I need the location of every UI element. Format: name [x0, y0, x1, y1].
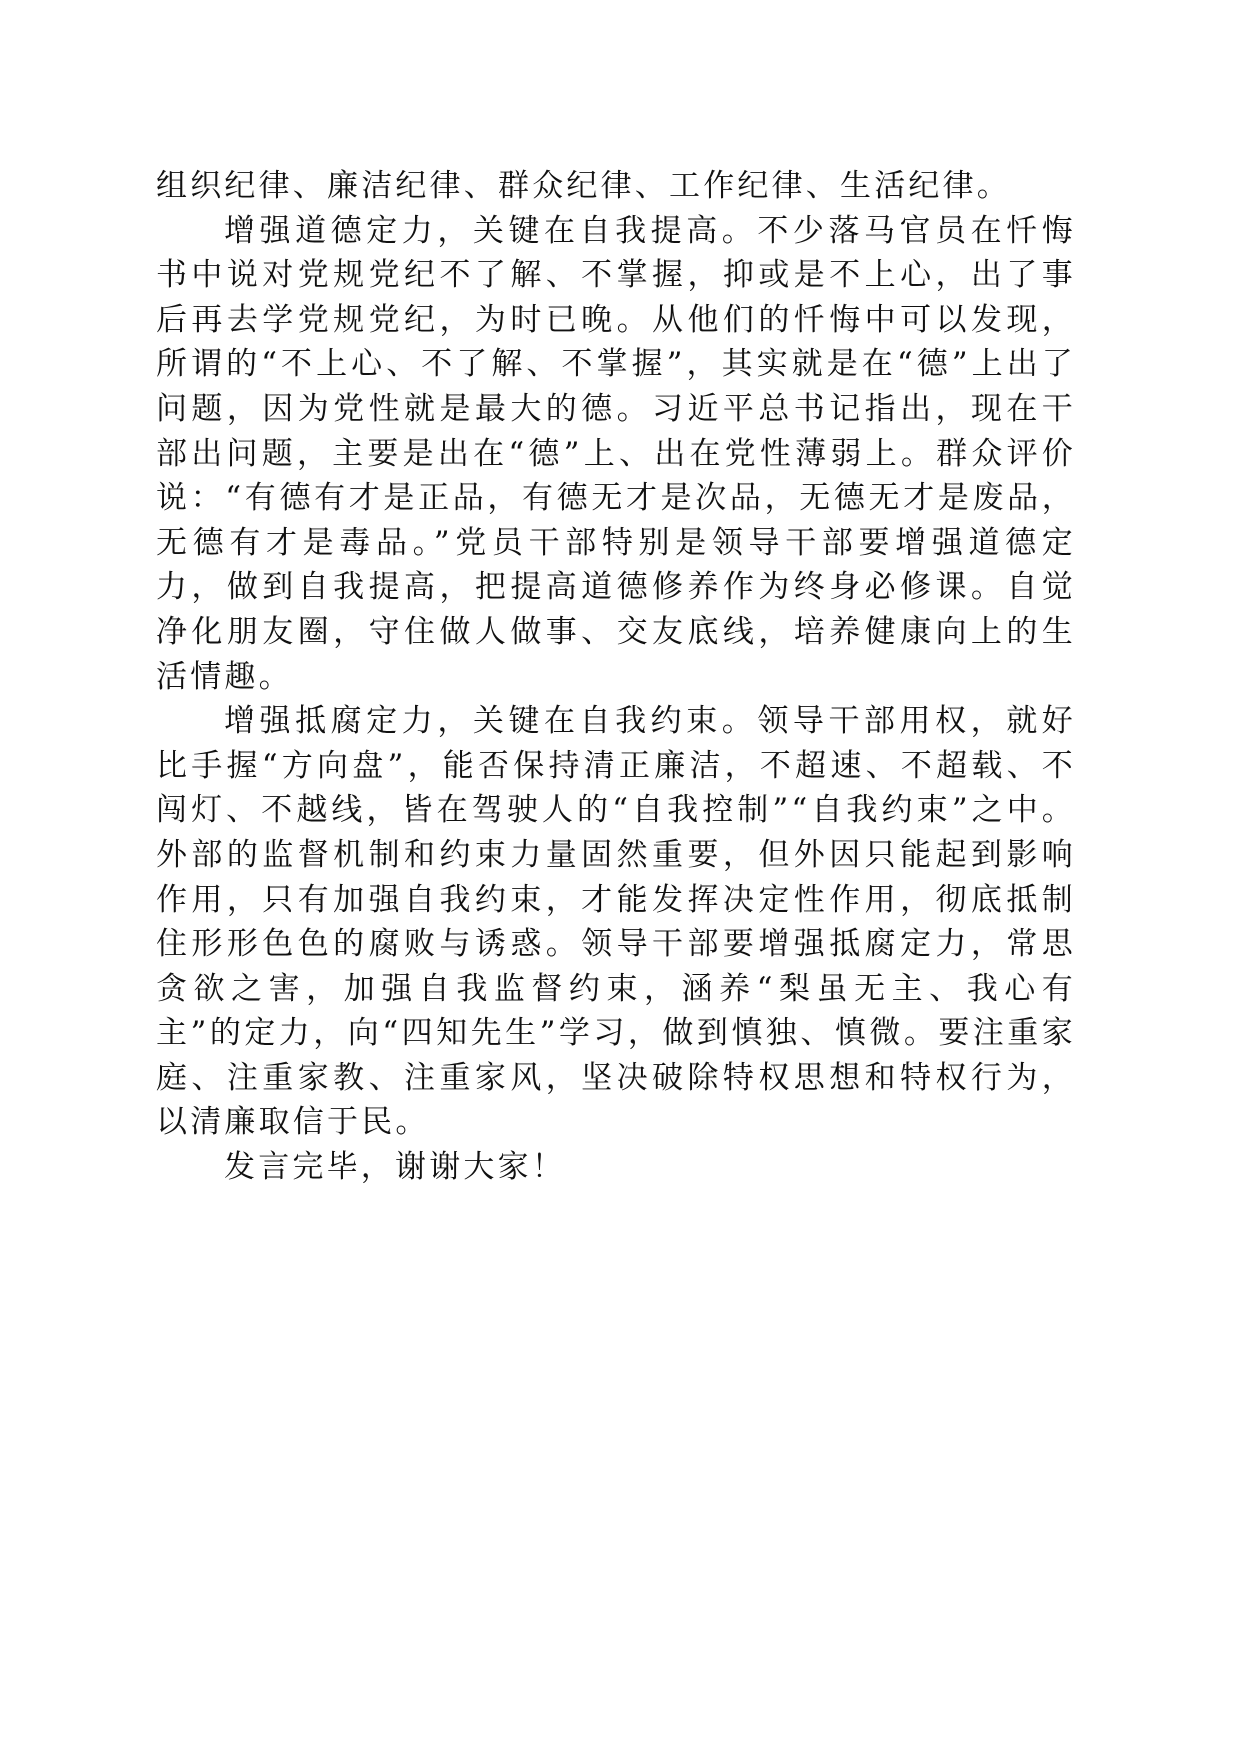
document-body — [156, 164, 1076, 1190]
paragraph-closing-remarks: 发言完毕，谢谢大家！ — [224, 1149, 566, 1186]
paragraph-anti-corruption-strength: 增强抵腐定力，关键在自我约束。领导干部用权，就好比手握“方向盘”，能否保持清正廉洁，不超速、不超载、不闯灯、不越线，皆在驾驶人的“自我控制”“自我约束”之中。外部的监督机制和约束力量固然重要，但外因只能起到影响作用，只有加强自我约束，才能发挥决定性作用，彻底抵制住形形色色的腐败与诱惑。领导干部要增强抵腐定力，常思贪欲之害，加强自我监督约束，涵养“梨虽无主、我心有主”的定力，向“四知先生”学习，做到慎独、慎微。要注重家庭、注重家教、注重家风，坚决破除特权思想和特权行为，以清廉取信于民。 — [156, 703, 1076, 1141]
paragraph-moral-strength: 增强道德定力，关键在自我提高。不少落马官员在忏悔书中说对党规党纪不了解、不掌握，抑或是不上心，出了事后再去学党规党纪，为时已晚。从他们的忏悔中可以发现，所谓的“不上心、不了解、不掌握”，其实就是在“德”上出了问题，因为党性就是最大的德。习近平总书记指出，现在干部出问题，主要是出在“德”上、出在党性薄弱上。群众评价说：“有德有才是正品，有德无才是次品，无德无才是废品，无德有才是毒品。”党员干部特别是领导干部要增强道德定力，做到自我提高，把提高道德修养作为终身必修课。自觉净化朋友圈，守住做人做事、交友底线，培养健康向上的生活情趣。 — [156, 212, 1076, 695]
paragraph-discipline-list: 组织纪律、廉洁纪律、群众纪律、工作纪律、生活纪律。 — [156, 168, 1011, 204]
